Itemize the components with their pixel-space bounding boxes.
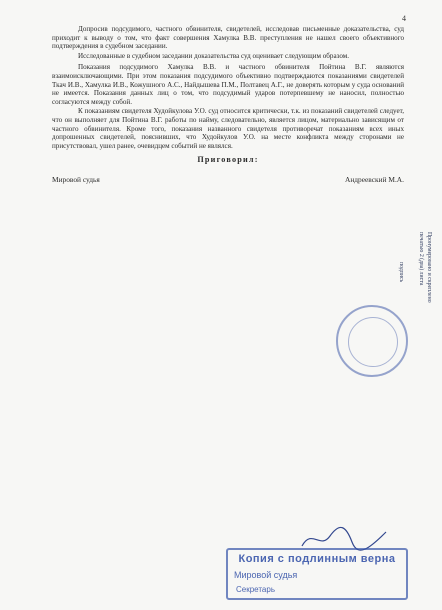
paragraph: Показания подсудимого Хамулка В.В. и частного обвинителя Пойтина В.Г. являются взаимоисключающими. При этом показания подсудимого объективно подтверждаются показаниями свидетелей Ткач И.В., Хамулка И.В., Кожушного А.С., Найдышева П.М., Полтавец А.Г., не доверять которым у суда оснований не имеется. Показания данных лиц о том, что подсудимый ударов потерпевшему не наносил, полностью согласуются между собой.	[52, 63, 404, 106]
document-body	[52, 25, 404, 185]
verdict-heading: Приговорил:	[197, 155, 259, 165]
signature-line	[52, 176, 404, 185]
margin-note-line: Пронумеровано и скреплено	[426, 232, 432, 303]
stamp-line-secretary: Секретарь	[236, 585, 275, 594]
round-seal-stamp	[336, 305, 408, 377]
certified-copy-stamp	[226, 548, 408, 600]
paragraph: Допросив подсудимого, частного обвинителя, свидетелей, исследовав письменные доказательства, суд приходит к выводу о том, что факт совершения Хамулка В.В. преступления не нашел своего объективного подтверждения в судебном заседании.	[52, 25, 404, 51]
margin-note-line: печатью 2 (два) листа	[418, 232, 424, 286]
stamp-title: Копия с подлинным верна	[238, 553, 396, 565]
margin-note-line: подпись	[398, 262, 404, 283]
signature-label: Мировой судья	[52, 174, 100, 184]
signature-name: Андреевский М.А.	[345, 174, 404, 184]
page-number: 4	[402, 14, 406, 23]
paragraph: Исследованные в судебном заседании доказательства суд оценивает следующим образом.	[78, 51, 350, 60]
stamp-line-judge: Мировой судья	[234, 570, 298, 580]
paragraph: К показаниям свидетеля Худойкулова У.О. суд относится критически, т.к. из показаний свидетелей следует, что он выполняет для Пойтина В.Г. работы по найму, следовательно, является лицом, материально зависящим от частного обвинителя. Кроме того, показания названного свидетеля противоречат показаниям всех иных допрошенных свидетелей, пояснивших, что Худойкулов У.О. на месте конфликта между сторонами не присутствовал, ушел ранее, очевидцем событий не являлся.	[52, 107, 404, 150]
